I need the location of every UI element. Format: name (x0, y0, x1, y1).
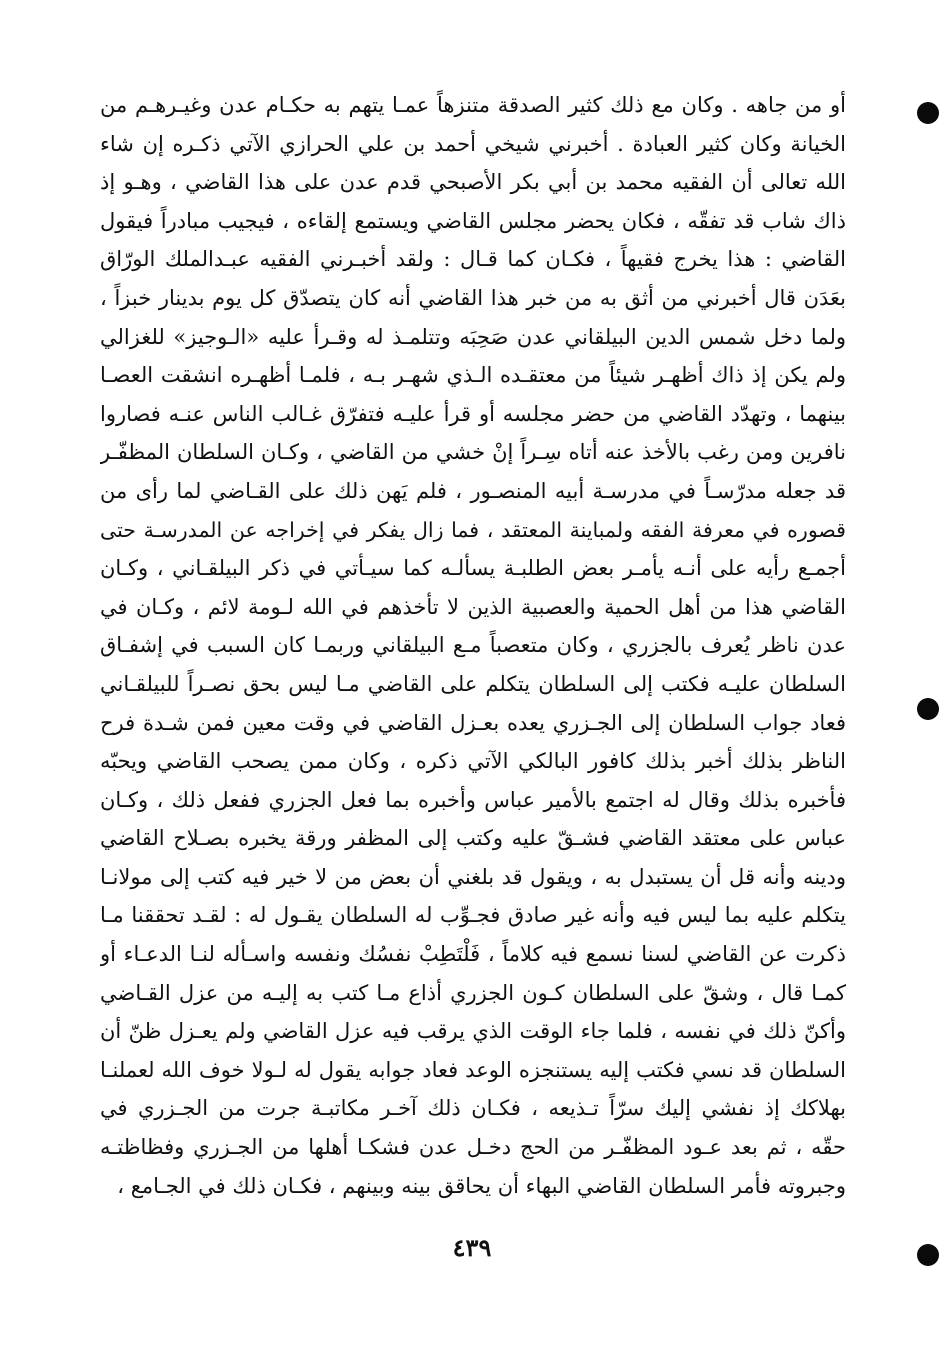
text-line: نافرين ومن رغب بالأخذ عنه أتاه سِـراً إنْ خشي من القاضي ، وكـان السلطان المظفّـر (100, 440, 846, 465)
text-line: ولما دخل شمس الدين البيلقاني عدن صَحِبَه وتتلمـذ له وقـرأ عليه «الـوجيز» للغزالي (100, 324, 846, 349)
text-line: ودينه وأنه قل أن يستبدل به ، ويقول قد بلغني أن بعض من لا خير فيه كتب إلى مولانـا (100, 864, 846, 889)
text-line: أجمـع رأيه على أنـه يأمـر بعض الطلبـة يسألـه كما سيـأتي في ذكر البيلقـاني ، وكـان (100, 556, 846, 581)
text-line: ذكرت عن القاضي لسنا نسمع فيه كلاماً ، فَلْتَطِبْ نفسُك ونفسه واسـأله لنـا الدعـاء أو (100, 942, 846, 967)
text-line: السلطان عليـه فكتب إلى السلطان يتكلم على القاضي مـا ليس بحق نصـراً للبيلقـاني (100, 671, 846, 696)
text-line: قصوره في معرفة الفقه ولمباينة المعتقد ، فما زال يفكر في إخراجه عن المدرسـة حتى (100, 517, 846, 542)
text-line: ولم يكن إذ ذاك أظهـر شيئاً من معتقـده الـذي شهـر بـه ، فلمـا أظهـره انشقت العصـا (100, 363, 846, 388)
text-line: عباس على معتقد القاضي فشـقّ عليه وكتب إلى المظفر ورقة يخبره بصـلاح القاضي (100, 826, 846, 851)
text-line: كمـا قال ، وشقّ على السلطان كـون الجزري أذاع مـا كتب به إليـه من عزل القـاضي (100, 980, 846, 1005)
text-line: القاضي هذا من أهل الحمية والعصبية الذين لا تأخذهم في الله لـومة لائم ، وكـان في (100, 594, 846, 619)
text-line: عدن ناظر يُعرف بالجزري ، وكان متعصباً مـع البيلقاني وربمـا كان السبب في إشفـاق (100, 633, 846, 658)
text-line: حقّه ، ثم بعد عـود المظفّـر من الحج دخـل عدن فشكـا أهلها من الجـزري وفظاظتـه (100, 1135, 846, 1160)
text-line: فأخبره بذلك وقال له اجتمع بالأمير عباس وأخبره بما فعل الجزري ففعل ذلك ، وكـان (100, 787, 846, 812)
text-line: أو من جاهه . وكان مع ذلك كثير الصدقة متنزهاً عمـا يتهم به حكـام عدن وغيـرهـم من (100, 93, 846, 117)
binding-hole-middle (917, 698, 939, 720)
text-line: يتكلم عليه بما ليس فيه وأنه غير صادق فجـوِّب له السلطان يقـول له : لقـد تحققنا مـا (100, 903, 846, 928)
body-text (100, 86, 846, 1205)
text-line: وأكنّ ذلك في نفسه ، فلما جاء الوقت الذي يرقب فيه عزل القاضي ولم يعـزل ظنّ أن (100, 1019, 846, 1044)
text-line: القاضي : هذا يخرج فقيهاً ، فكـان كما قـال : ولقد أخبـرني الفقيه عبـدالملك الورّاق (100, 247, 846, 272)
text-line: الناظر بذلك أخبر بذلك كافور البالكي الآتي ذكره ، وكان ممن يصحب القاضي ويحبّه (100, 749, 846, 774)
text-line: الخيانة وكان كثير العبادة . أخبرني شيخي أحمد بن علي الحرازي الآتي ذكـره إن شاء (100, 131, 846, 156)
text-line: بينهما ، وتهدّد القاضي من حضر مجلسه أو قرأ عليـه فتفرّق غـالب الناس عنـه فصاروا (100, 401, 846, 426)
page-number: ٤٣٩ (452, 1233, 492, 1262)
text-line: بعَدَن قال أخبرني من أثق به من خبر هذا القاضي أنه كان يتصدّق كل يوم بدينار خبزاً ، (100, 285, 846, 310)
text-line: قد جعله مدرّسـاً في مدرسـة أبيه المنصـور ، فلم يَهن ذلك على القـاضي لما رأى من (100, 478, 846, 503)
binding-hole-top (917, 102, 939, 124)
text-line: وجبروته فأمر السلطان القاضي البهاء أن يحاقق بينه وبينهم ، فكـان ذلك في الجـامع ، (117, 1173, 846, 1198)
text-line: السلطان قد نسي فكتب إليه يستنجزه الوعد فعاد جوابه يقول له لـولا خوف الله لعملنـا (100, 1057, 846, 1082)
text-line: فعاد جواب السلطان إلى الجـزري يعده بعـزل القاضي في وقت معين فمن شـدة فرح (100, 710, 846, 735)
text-line: الله تعالى أن الفقيه محمد بن أبي بكر الأصبحي قدم عدن على هذا القاضي ، وهـو إذ (100, 170, 846, 195)
text-line: ذاك شاب قد تفقّه ، فكان يحضر مجلس القاضي ويستمع إلقاءه ، فيجيب مبادراً فيقول (100, 208, 846, 233)
text-line: بهلاكك إذ نفشي إليك سرّاً تـذيعه ، فكـان ذلك آخـر مكاتبـة جرت من الجـزري في (100, 1096, 846, 1121)
